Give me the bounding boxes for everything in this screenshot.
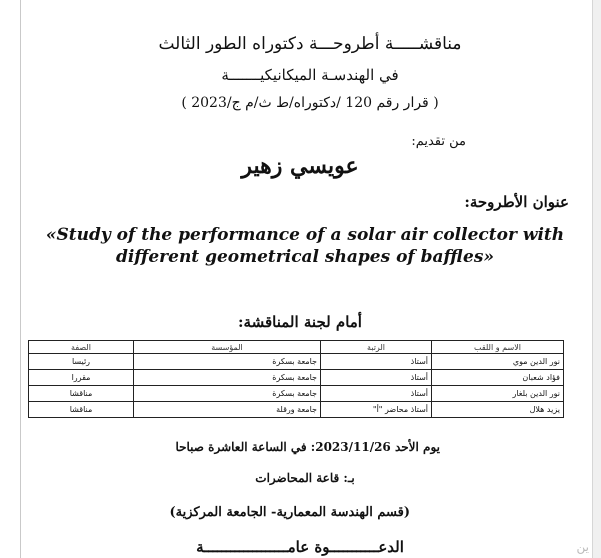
defense-department: (قسم الهندسة المعمارية- الجامعة المركزية) [169,505,410,520]
member-institution: جامعة بسكرة [134,386,321,402]
header-decision: ( قرار رقم 120 /دكتوراه/ط ث/م ج/2023 ) [181,95,439,111]
public-invitation: الدعـــــــــــوة عامـــــــــــــــــــة [196,538,404,556]
presenter-label: من تقديم: [411,134,466,149]
blurred-corner-text: ين [576,540,589,554]
page-margin-line [20,0,21,558]
scrollbar-track[interactable] [592,0,601,558]
defense-date: يوم الأحد 2023/11/26: في الساعة العاشرة صباحا [175,440,440,454]
header-title: مناقشـــــة أطروحـــة دكتوراه الطور الثالث [158,34,462,54]
table-row [29,386,564,402]
thesis-title: «Study of the performance of a solar air collector with different geometrical shapes of baffles» [45,225,565,267]
member-rank: أستاذ [321,386,432,402]
header-specialty: في الهندسـة الميكانيكيـــــــة [221,66,399,84]
member-name: فؤاد شعبان [432,370,564,386]
col-header-rank: الرتبة [321,341,432,354]
member-role: مناقشا [29,386,134,402]
col-header-role: الصفة [29,341,134,354]
defense-hall: بـ: قاعة المحاضرات [255,471,355,485]
member-name: نور الدين موي [432,354,564,370]
member-institution: جامعة بسكرة [134,354,321,370]
table-row [29,370,564,386]
committee-label: أمام لجنة المناقشة: [238,313,362,331]
member-institution: جامعة بسكرة [134,370,321,386]
col-header-name: الاسم و اللقب [432,341,564,354]
member-rank: أستاذ [321,370,432,386]
member-name: يزيد هلال [432,402,564,418]
committee-header-row [29,341,564,354]
member-role: مناقشا [29,402,134,418]
member-rank: أستاذ محاضر "أ" [321,402,432,418]
thesis-label: عنوان الأطروحة: [464,193,569,211]
table-row [29,354,564,370]
member-role: مقررا [29,370,134,386]
member-rank: أستاذ [321,354,432,370]
committee-table [28,340,564,418]
member-institution: جامعة ورقلة [134,402,321,418]
member-name: نور الدين بلغار [432,386,564,402]
table-row [29,402,564,418]
col-header-institution: المؤسسة [134,341,321,354]
member-role: رئيسا [29,354,134,370]
presenter-name: عويسي زهير [241,153,359,179]
